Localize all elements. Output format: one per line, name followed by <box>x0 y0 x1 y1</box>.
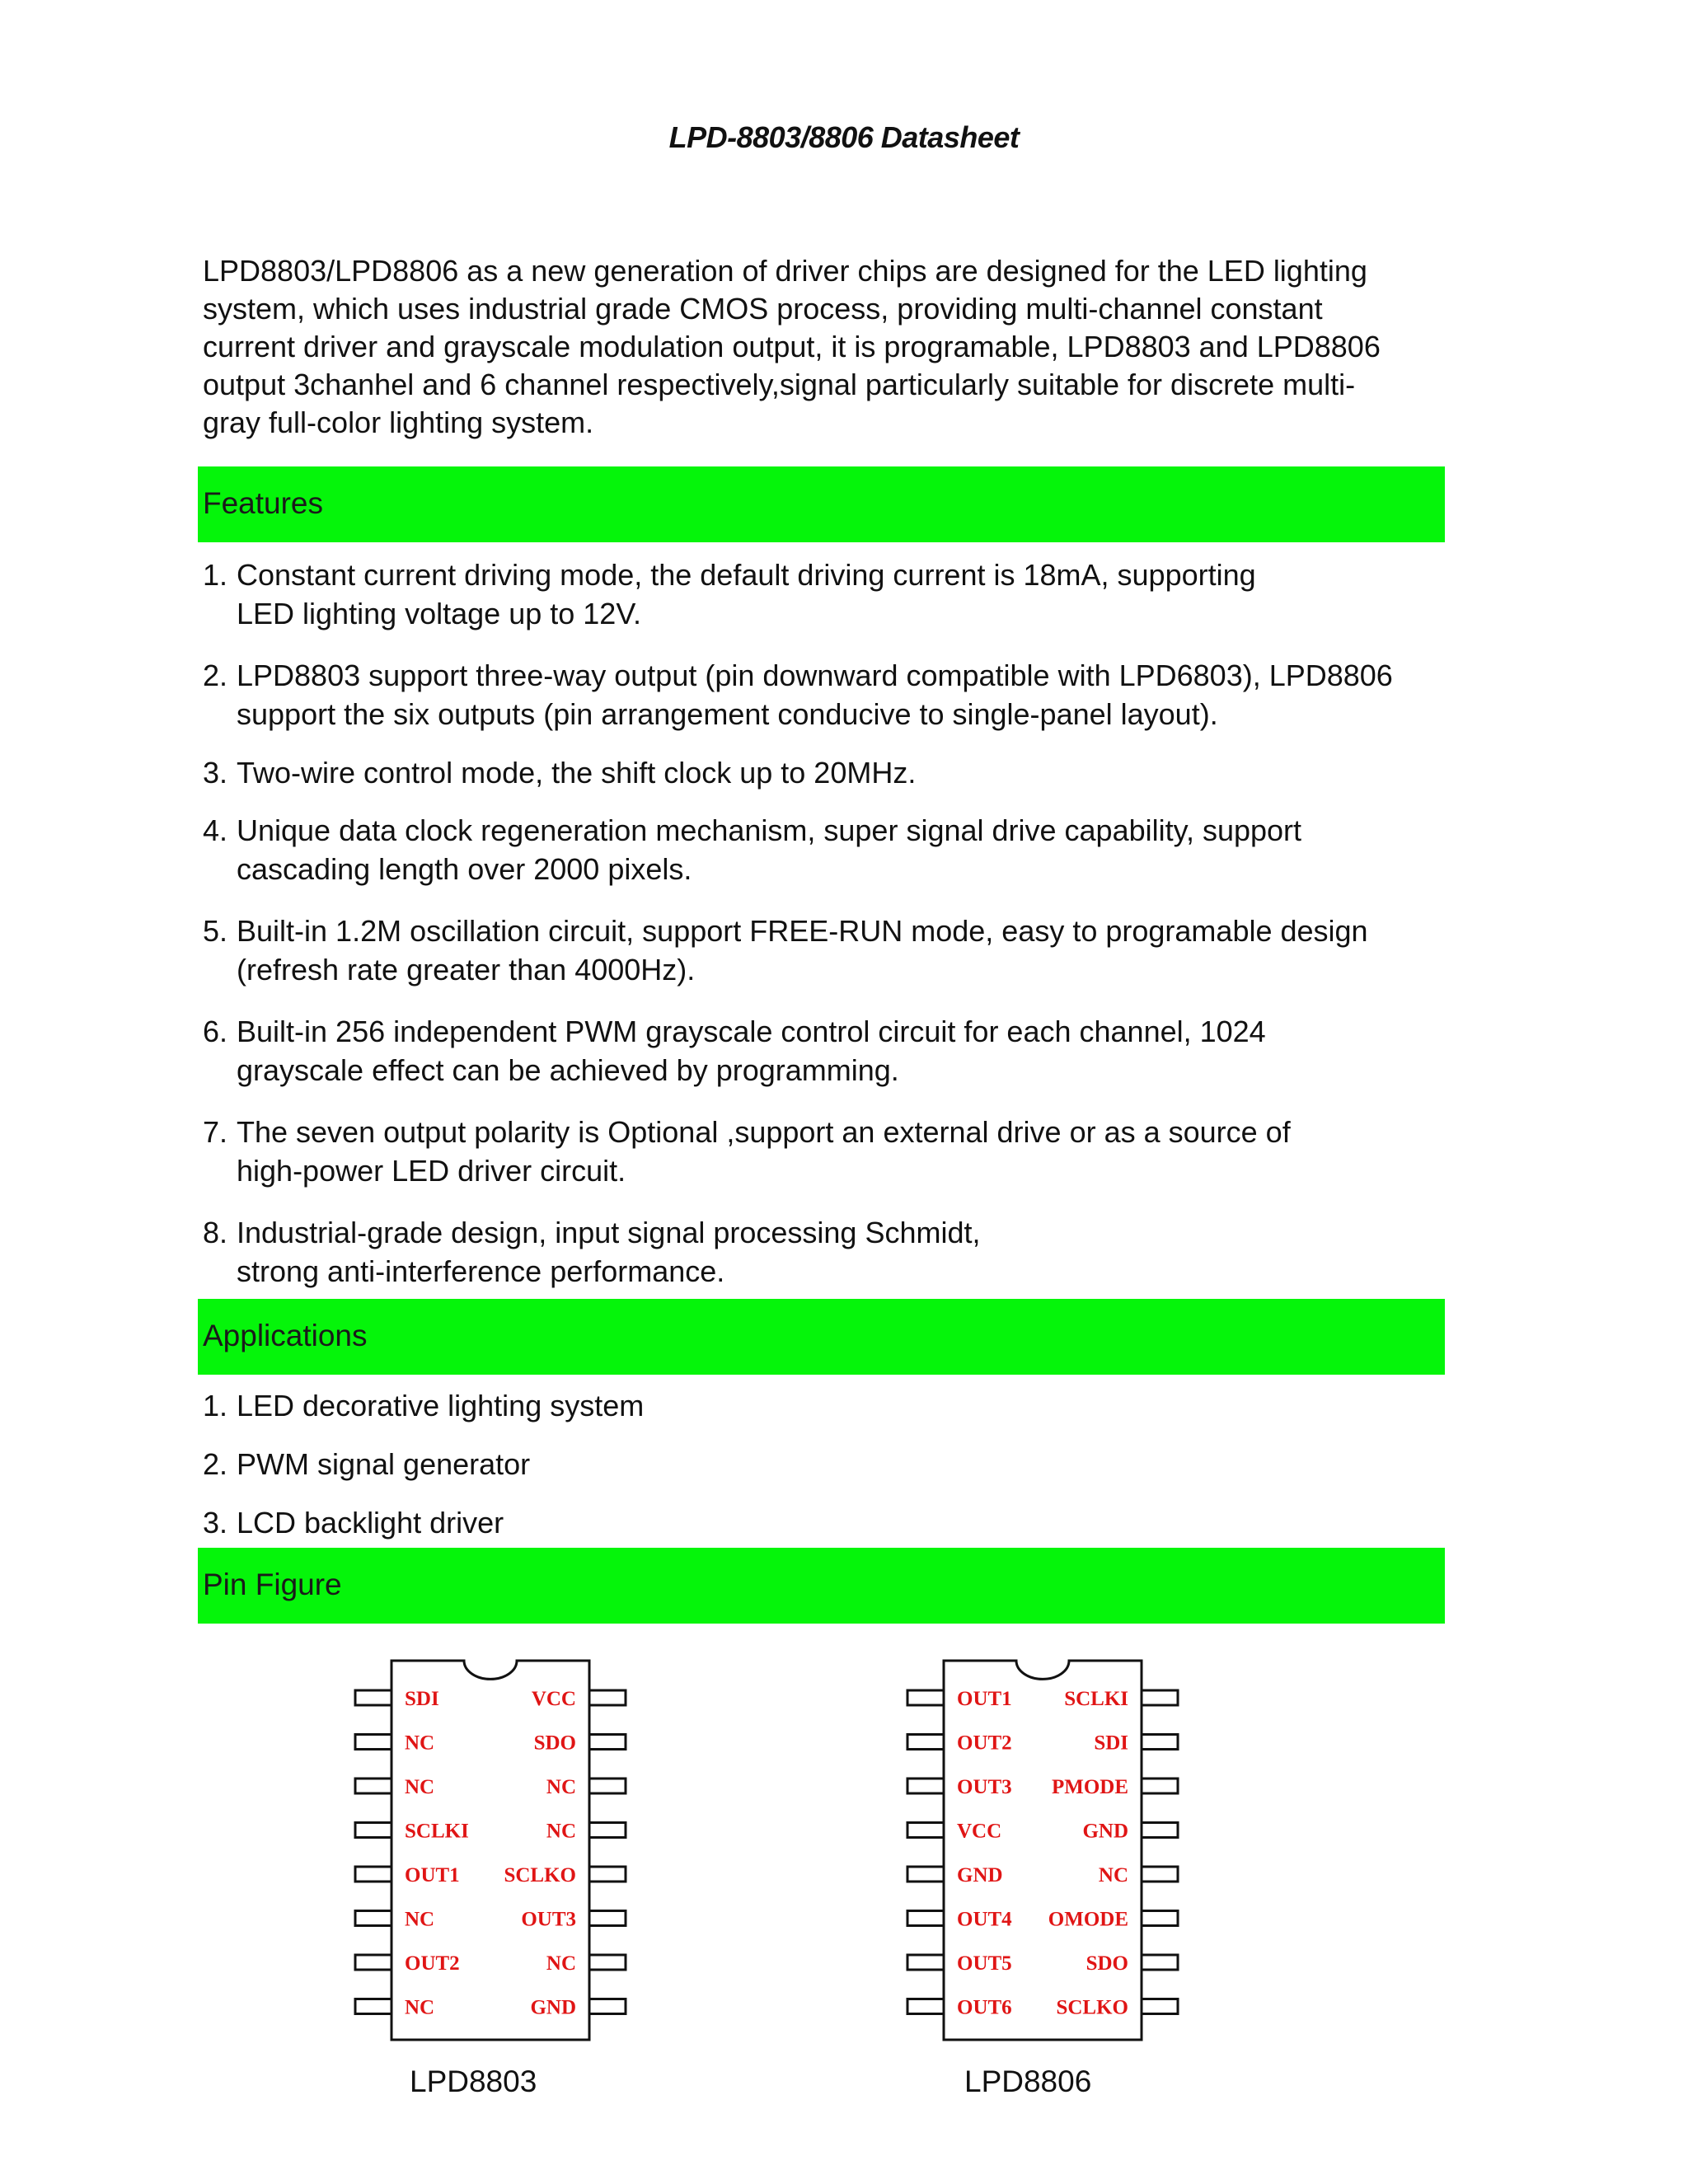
pin-figure-heading-bar <box>198 1548 1445 1624</box>
right-pin-label: SCLKI <box>1064 1688 1128 1710</box>
item-line: Built-in 1.2M oscillation circuit, support FREE-RUN mode, easy to programable design <box>237 914 1368 948</box>
feature-item <box>203 1113 1472 1190</box>
left-pin <box>355 1779 392 1793</box>
right-pin-label: GND <box>1082 1820 1128 1843</box>
item-line: high-power LED driver circuit. <box>237 1154 626 1188</box>
left-pin-label: SDI <box>405 1688 439 1710</box>
left-pin <box>355 1867 392 1882</box>
item-number: 5. <box>203 914 228 948</box>
feature-item <box>203 811 1472 888</box>
application-item <box>203 1503 1472 1542</box>
intro-paragraph <box>203 252 1464 442</box>
right-pin-label: SCLKO <box>504 1864 576 1886</box>
right-pin <box>1142 1955 1178 1970</box>
right-pin <box>589 1911 626 1926</box>
item-line: Industrial-grade design, input signal processing Schmidt, <box>237 1216 981 1249</box>
item-number: 1. <box>203 558 228 592</box>
chip-body <box>392 1661 589 2040</box>
chip-caption-lpd8806: LPD8806 <box>964 2064 1092 2098</box>
feature-item <box>203 1213 1472 1291</box>
item-line: The seven output polarity is Optional ,support an external drive or as a source of <box>237 1115 1291 1149</box>
left-pin-label: OUT4 <box>957 1908 1012 1931</box>
right-pin-label: NC <box>546 1820 576 1843</box>
left-pin-label: OUT1 <box>957 1688 1012 1710</box>
right-pin-label: VCC <box>531 1688 576 1710</box>
right-pin <box>1142 1867 1178 1882</box>
right-pin-label: GND <box>530 1996 576 2019</box>
left-pin <box>907 1999 944 2014</box>
item-number: 7. <box>203 1115 228 1149</box>
chip-caption-lpd8803: LPD8803 <box>410 2064 537 2098</box>
item-number: 3. <box>203 756 228 790</box>
left-pin <box>907 1735 944 1750</box>
item-line: grayscale effect can be achieved by programming. <box>237 1053 899 1087</box>
left-pin-label: OUT3 <box>957 1776 1012 1798</box>
right-pin <box>1142 1911 1178 1926</box>
right-pin <box>1142 1823 1178 1838</box>
right-pin <box>589 1999 626 2014</box>
intro-line: current driver and grayscale modulation output, it is programable, LPD8803 and LPD8806 <box>203 330 1381 363</box>
right-pin <box>1142 1735 1178 1750</box>
chip-pinout-svg <box>346 1657 643 2052</box>
left-pin <box>355 1911 392 1926</box>
right-pin <box>589 1955 626 1970</box>
right-pin <box>589 1735 626 1750</box>
chip-body <box>944 1661 1142 2040</box>
right-pin-label: SDO <box>1085 1952 1128 1975</box>
item-line: Built-in 256 independent PWM grayscale control circuit for each channel, 1024 <box>237 1015 1266 1048</box>
left-pin-label: NC <box>405 1908 435 1931</box>
left-pin <box>355 1735 392 1750</box>
application-item <box>203 1386 1472 1425</box>
left-pin <box>907 1779 944 1793</box>
item-number: 6. <box>203 1015 228 1048</box>
document-title: LPD-8803/8806 Datasheet <box>668 120 1020 154</box>
item-line: LCD backlight driver <box>237 1506 504 1540</box>
left-pin-label: OUT6 <box>957 1996 1012 2019</box>
right-pin-label: SDO <box>533 1732 576 1755</box>
right-pin-label: OMODE <box>1048 1908 1128 1931</box>
item-line: LPD8803 support three-way output (pin downward compatible with LPD6803), LPD8806 <box>237 658 1393 692</box>
left-pin-label: OUT1 <box>405 1864 460 1886</box>
left-pin <box>907 1823 944 1838</box>
right-pin-label: PMODE <box>1051 1776 1128 1798</box>
item-line: Unique data clock regeneration mechanism, super signal drive capability, support <box>237 813 1302 847</box>
right-pin <box>589 1823 626 1838</box>
item-line: support the six outputs (pin arrangement conducive to single-panel layout). <box>237 697 1218 731</box>
item-line: PWM signal generator <box>237 1447 531 1481</box>
item-number: 1. <box>203 1389 228 1422</box>
applications-heading: Applications <box>203 1319 368 1352</box>
applications-heading-bar <box>198 1299 1445 1375</box>
right-pin-label: NC <box>546 1776 576 1798</box>
chip-pinout-svg <box>898 1657 1195 2052</box>
item-line: Two-wire control mode, the shift clock up to 20MHz. <box>237 756 917 790</box>
left-pin <box>907 1867 944 1882</box>
right-pin <box>1142 1999 1178 2014</box>
left-pin-label: NC <box>405 1996 435 2019</box>
right-pin-label: SCLKO <box>1056 1996 1128 2019</box>
left-pin-label: NC <box>405 1776 435 1798</box>
left-pin-label: OUT2 <box>957 1732 1012 1755</box>
intro-line: LPD8803/LPD8806 as a new generation of driver chips are designed for the LED lighting <box>203 254 1367 288</box>
left-pin-label: NC <box>405 1732 435 1755</box>
feature-item <box>203 555 1472 633</box>
left-pin <box>355 1823 392 1838</box>
left-pin <box>907 1955 944 1970</box>
item-line: strong anti-interference performance. <box>237 1254 725 1288</box>
item-line: (refresh rate greater than 4000Hz). <box>237 953 696 987</box>
chip-lpd8806-diagram <box>898 1657 1195 2056</box>
right-pin <box>589 1867 626 1882</box>
right-pin <box>1142 1690 1178 1705</box>
item-number: 2. <box>203 658 228 692</box>
right-pin <box>589 1779 626 1793</box>
feature-item <box>203 1012 1472 1090</box>
left-pin <box>907 1911 944 1926</box>
chip-lpd8803-diagram <box>346 1657 643 2056</box>
item-line: Constant current driving mode, the default driving current is 18mA, supporting <box>237 558 1256 592</box>
feature-item <box>203 912 1472 989</box>
left-pin-label: GND <box>957 1864 1003 1886</box>
item-number: 2. <box>203 1447 228 1481</box>
right-pin <box>589 1690 626 1705</box>
features-heading: Features <box>203 486 324 520</box>
feature-item <box>203 656 1472 733</box>
item-number: 3. <box>203 1506 228 1540</box>
item-line: LED decorative lighting system <box>237 1389 645 1422</box>
intro-line: gray full-color lighting system. <box>203 405 594 439</box>
left-pin <box>907 1690 944 1705</box>
item-line: LED lighting voltage up to 12V. <box>237 597 642 630</box>
pin-figure-heading: Pin Figure <box>203 1568 342 1601</box>
intro-line: output 3chanhel and 6 channel respectively,signal particularly suitable for discrete multi- <box>203 368 1356 401</box>
features-list <box>203 555 1472 1291</box>
left-pin <box>355 1999 392 2014</box>
item-number: 4. <box>203 813 228 847</box>
features-heading-bar <box>198 466 1445 542</box>
right-pin-label: NC <box>1098 1864 1128 1886</box>
left-pin-label: OUT2 <box>405 1952 460 1975</box>
left-pin-label: VCC <box>957 1820 1002 1843</box>
right-pin <box>1142 1779 1178 1793</box>
item-number: 8. <box>203 1216 228 1249</box>
item-line: cascading length over 2000 pixels. <box>237 852 692 886</box>
intro-line: system, which uses industrial grade CMOS process, providing multi-channel constant <box>203 292 1323 326</box>
right-pin-label: SDI <box>1094 1732 1128 1755</box>
left-pin-label: SCLKI <box>405 1820 469 1843</box>
left-pin-label: OUT5 <box>957 1952 1012 1975</box>
left-pin <box>355 1955 392 1970</box>
right-pin-label: OUT3 <box>521 1908 576 1931</box>
left-pin <box>355 1690 392 1705</box>
application-item <box>203 1445 1472 1483</box>
applications-list <box>203 1386 1472 1542</box>
feature-item <box>203 753 1472 792</box>
right-pin-label: NC <box>546 1952 576 1975</box>
